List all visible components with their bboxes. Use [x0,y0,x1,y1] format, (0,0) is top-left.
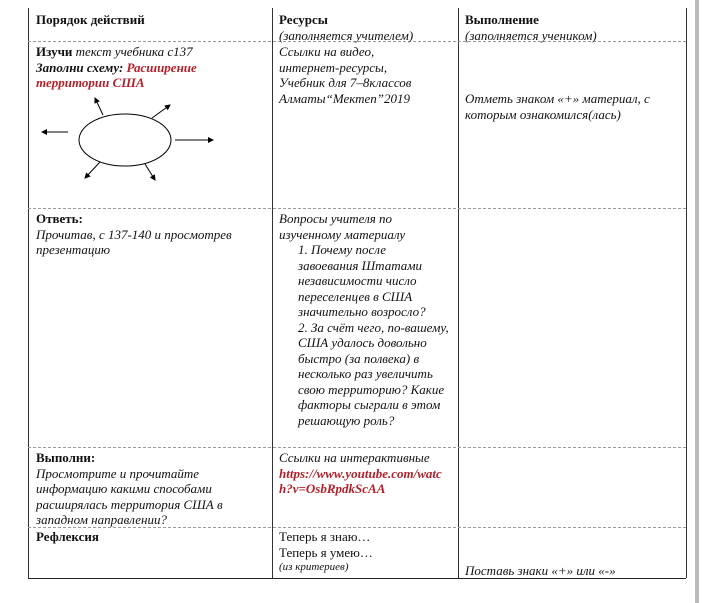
action-verb: Изучи [36,44,73,59]
scrollbar[interactable] [695,0,699,603]
header-actions: Порядок действий [36,12,145,27]
arrow-icon [85,162,100,178]
row2-resources [279,211,455,428]
scheme-diagram [30,90,230,190]
header-execution [465,12,597,43]
row1-execution: Отметь знаком «+» материал, с которым ознакомился(лась) [465,91,650,122]
table-border-left [28,8,29,578]
action-text: Прочитав, с 137-140 и просмотрев презентацию [36,226,232,257]
row4-resources [279,529,373,576]
header-resources-note: (заполняется учителем) [279,27,414,43]
row4-execution: Поставь знаки «+» или «-» [465,563,616,578]
resource-line: Алматы“Мектеп”2019 [279,90,411,106]
links-intro: Ссылки на интерактивные [279,450,430,465]
row-divider [28,447,686,448]
row1-action [36,44,256,91]
question-item: 2. За счёт чего, по-вашему, США удалось довольно быстро (за полвека) в несколько раз увеличить свою территорию? Какие факторы сыграли в этом решающую роль? [298,319,449,428]
reflection-line: Теперь я знаю… [279,529,371,544]
column-divider [458,8,459,578]
arrow-icon [152,105,170,118]
column-divider [272,8,273,578]
questions-intro: Вопросы учителя по изученному материалу [279,211,406,242]
scheme-topic: Расширение территории США [36,59,197,90]
resource-line: Учебник для 7–8классов [279,75,412,90]
scheme-ellipse [79,114,171,166]
row4-action: Рефлексия [36,529,99,544]
youtube-link[interactable]: https://www.youtube.com/watch?v=OsbRpdkScAA [279,465,442,496]
action-verb: Ответь: [36,211,83,226]
header-execution-title: Выполнение [465,12,539,27]
resource-line: интернет-ресурсы, [279,59,388,75]
resource-line: Ссылки на видео, [279,44,375,59]
reflection-note: (из критериев) [279,561,349,573]
action-verb: Выполни: [36,450,96,465]
reflection-line: Теперь я умею… [279,544,373,560]
action-text: текст учебника с137 [72,44,193,59]
row2-action [36,211,261,258]
header-resources [279,12,413,43]
row-divider [28,208,686,209]
header-execution-note: (заполняется учеником) [465,27,597,43]
row3-resources [279,450,451,497]
question-item: 1. Почему после завоевания Штатами независимости число переселенцев в США значительно возросло? [298,242,426,319]
table-border-right [686,8,687,578]
row1-resources [279,44,457,106]
row3-action [36,450,256,528]
action-text: Заполни схему: [36,59,127,75]
arrow-icon [95,98,103,115]
header-resources-title: Ресурсы [279,12,328,27]
action-text: Просмотрите и прочитайте информацию какими способами расширялась территория США в западном направлении? [36,465,223,527]
arrow-icon [145,164,155,180]
